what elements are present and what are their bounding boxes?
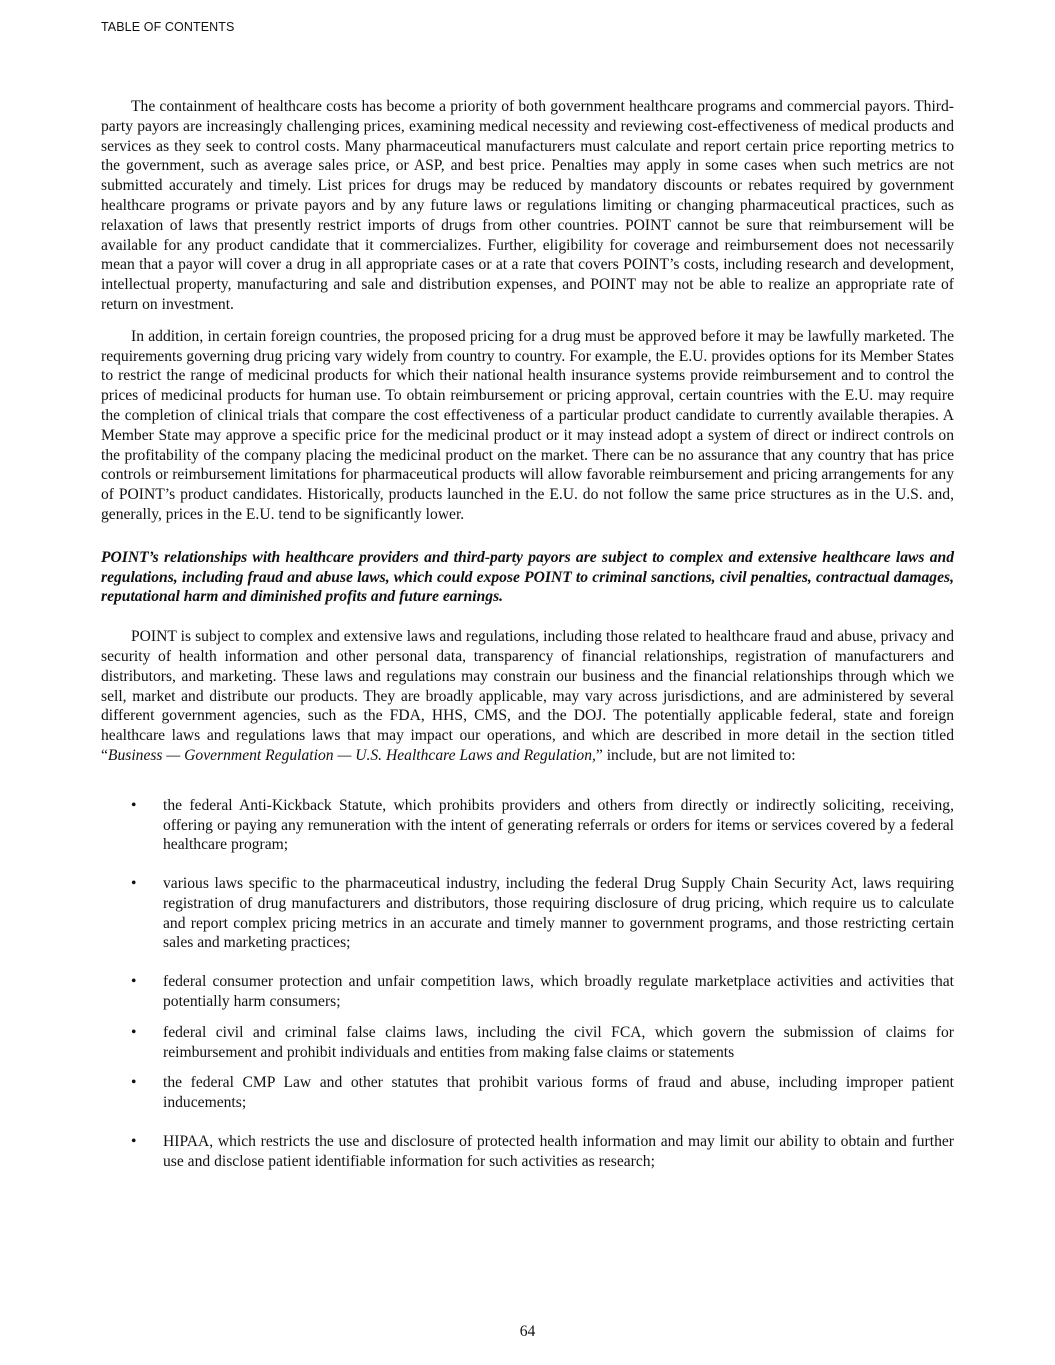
bullet-icon: • (131, 1023, 137, 1041)
laws-bullet-list (101, 796, 954, 1172)
bullet-icon: • (131, 875, 137, 893)
list-item-text: various laws specific to the pharmaceutical industry, including the federal Drug Supply Chain Security Act, laws requiring registration of drug manufacturers and distributors, those requiring disclosure of drug pricing, which require us to calculate and report complex pricing metrics in an accurate and timely manner to government programs, and those restricting certain sales and marketing practices; (163, 875, 954, 952)
page-number: 64 (519, 1323, 536, 1340)
paragraph-healthcare-costs: The containment of healthcare costs has become a priority of both government healthcare programs and commercial payors. Third-party payors are increasingly challenging prices, examining medical necessity and reviewing cost-effectiveness of medical products and services as they seek to control costs. Many pharmaceutical manufacturers must calculate and report certain price reporting metrics to the government, such as average sales price, or ASP, and best price. Penalties may apply in some cases when such metrics are not submitted accurately and timely. List prices for drugs may be reduced by mandatory discounts or rebates required by government healthcare programs or private payors and by any future laws or regulations limiting or changing pharmaceutical practices, such as relaxation of laws that presently restrict imports of drugs from other countries. POINT cannot be sure that reimbursement will be available for any product candidate that it commercializes. Further, eligibility for coverage and reimbursement does not necessarily mean that a payor will cover a drug in all appropriate cases or at a rate that covers POINT’s costs, including research and development, intellectual property, manufacturing and sale and distribution expenses, and POINT may not be able to realize an appropriate rate of return on investment. (101, 98, 954, 313)
list-item (101, 796, 954, 855)
list-item (101, 1023, 954, 1063)
bullet-icon: • (131, 973, 137, 991)
bullet-icon: • (131, 1074, 137, 1092)
list-item-text: federal consumer protection and unfair competition laws, which broadly regulate marketplace activities and activities that potentially harm consumers; (163, 973, 954, 1011)
risk-factor-heading: POINT’s relationships with healthcare providers and third-party payors are subject to complex and extensive healthcare laws and regulations, including fraud and abuse laws, which could expose POINT to criminal sanctions, civil penalties, contractual damages, reputational harm and diminished profits and future earnings. (101, 548, 954, 606)
list-item (101, 1132, 954, 1172)
paragraph-laws-text-end: ” include, but are not limited to: (595, 746, 796, 764)
list-item (101, 972, 954, 1012)
paragraph-laws-regulations (101, 627, 954, 766)
list-item (101, 1073, 954, 1113)
list-item-text: the federal CMP Law and other statutes that prohibit various forms of fraud and abuse, including improper patient inducements; (163, 1074, 954, 1112)
section-reference: Business — Government Regulation — U.S. Healthcare Laws and Regulation, (107, 746, 596, 764)
paragraph-laws-text-start: POINT is subject to complex and extensive laws and regulations, including those related to healthcare fraud and abuse, privacy and security of health information and other personal data, transparency of financial relationships, registration of manufacturers and distributors, and marketing. These laws and regulations may constrain our business and the financial relationships through which we sell, market and distribute our products. They are broadly applicable, may vary across jurisdictions, and are administered by several different government agencies, such as the FDA, HHS, CMS, and the DOJ. The potentially applicable federal, state and foreign healthcare laws and regulations laws that may impact our operations, and which are described in more detail in the section titled “ (101, 628, 954, 764)
document-body (101, 97, 954, 1172)
list-item (101, 874, 954, 953)
paragraph-foreign-pricing: In addition, in certain foreign countries, the proposed pricing for a drug must be approved before it may be lawfully marketed. The requirements governing drug pricing vary widely from country to country. For example, the E.U. provides options for its Member States to restrict the range of medicinal products for which their national health insurance systems provide reimbursement and to control the prices of medicinal products for human use. To obtain reimbursement or pricing approval, certain countries with the E.U. may require the completion of clinical trials that compare the cost effectiveness of a particular product candidate to currently available therapies. A Member State may approve a specific price for the medicinal product or it may instead adopt a system of direct or indirect controls on the profitability of the company placing the medicinal product on the market. There can be no assurance that any country that has price controls or reimbursement limitations for pharmaceutical products will allow favorable reimbursement and pricing arrangements for any of POINT’s product candidates. Historically, products launched in the E.U. do not follow the same price structures as in the U.S. and, generally, prices in the E.U. tend to be significantly lower. (101, 327, 954, 523)
bullet-icon: • (131, 796, 137, 814)
list-item-text: HIPAA, which restricts the use and disclosure of protected health information and may limit our ability to obtain and further use and disclose patient identifiable information for such activities as research; (163, 1133, 954, 1170)
list-item-text: the federal Anti-Kickback Statute, which prohibits providers and others from directly or indirectly soliciting, receiving, offering or paying any remuneration with the intent of generating referrals or orders for items or services covered by a federal healthcare program; (163, 796, 954, 854)
bullet-icon: • (131, 1133, 137, 1151)
list-item-text: federal civil and criminal false claims laws, including the civil FCA, which govern the submission of claims for reimbursement and prohibit individuals and entities from making false claims or statements (163, 1023, 954, 1061)
table-of-contents-link[interactable]: TABLE OF CONTENTS (101, 20, 235, 34)
